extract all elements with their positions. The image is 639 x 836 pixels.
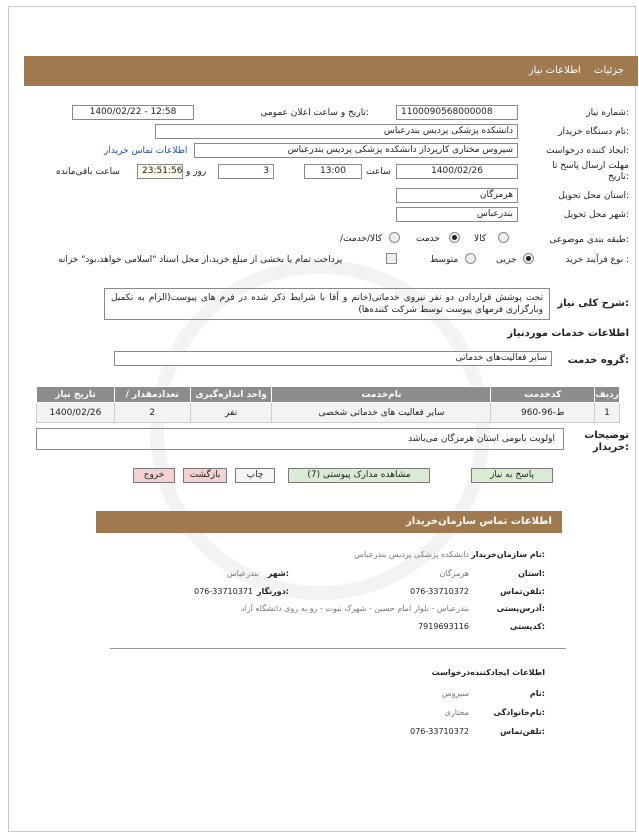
- description-box: تحت پوشش قراردادن دو نفر نیروی خدماتی(خانم و آقا با شرایط ذکر شده در فرم های پیوست(الزام به تکمیل وبارگزاری فرمهای پیوست توسط شرکت کننده‌ها): [104, 288, 550, 320]
- province-label: استان محل تحویل:: [558, 191, 629, 201]
- back-button[interactable]: بازگشت: [183, 468, 227, 483]
- buyer-org-value: دانشکده پزشکی پردیس بندرعباس: [155, 124, 518, 139]
- city-value: بندرعباس: [396, 207, 518, 222]
- service-option-label: خدمت: [416, 234, 440, 244]
- contact-city-value: بندرعباس: [226, 569, 259, 578]
- print-button[interactable]: چاپ: [235, 468, 275, 483]
- col-service-code: کدخدمت: [491, 387, 595, 403]
- time-label: ساعت: [366, 167, 391, 177]
- creator-info-title: اطلاعات ایجادکننده‌درخواست: [431, 668, 545, 677]
- buyer-notes-box: اولویت بابومی استان هرمزگان می‌باشد: [36, 428, 564, 450]
- contact-section-header: [96, 511, 562, 533]
- need-number-value: 1100090568000008: [396, 105, 518, 120]
- creator-name-value: سیروس: [441, 689, 469, 698]
- goods-service-option-label: /کالا/خدمت: [340, 234, 383, 244]
- province-value: هرمزگان: [396, 188, 518, 203]
- goods-option-label: کالا: [474, 234, 487, 244]
- contact-address-value: بندرعباس - بلوار امام حسین - شهرک نبوت - رو به روی دانشگاه آزاد: [241, 604, 469, 613]
- creator-family-label: نام‌خانوادگی:: [493, 708, 545, 717]
- cell-service-code: ط-96-960: [491, 403, 595, 423]
- days-label: روز و: [186, 167, 207, 177]
- payment-note: پرداخت تمام یا بخشی از مبلغ خرید،از محل اسناد "اسلامی خواهد،بود" خزانه: [58, 255, 343, 265]
- service-group-label: گروه خدمت:: [567, 355, 629, 366]
- contact-phone-value: 076-33710372: [410, 587, 469, 596]
- announce-label: تاریخ و ساعت اعلان عمومی:: [260, 108, 369, 118]
- announce-value: 1400/02/22 - 12:58: [72, 105, 194, 120]
- nav-link-details[interactable]: جزئیات: [594, 65, 624, 76]
- medium-radio[interactable]: [465, 253, 476, 264]
- remaining-time: 23:51:56: [137, 164, 183, 179]
- cell-row-number: 1: [595, 403, 620, 423]
- deadline-time: 13:00: [304, 164, 362, 179]
- col-row: ردیف: [595, 387, 620, 403]
- divider: [110, 648, 566, 649]
- treasury-checkbox[interactable]: [386, 253, 397, 264]
- contact-postal-value: 7919693116: [418, 622, 469, 631]
- cell-need-date: 1400/02/26: [37, 403, 115, 423]
- creator-name-label: نام:: [529, 689, 545, 698]
- cell-quantity: 2: [114, 403, 190, 423]
- col-unit: واحد اندازه‌گیری: [190, 387, 272, 403]
- items-table-header: [37, 387, 620, 403]
- col-service-name: نام‌خدمت: [272, 387, 491, 403]
- partial-radio[interactable]: [523, 253, 534, 264]
- buyer-org-label: نام دستگاه خریدار:: [558, 127, 629, 137]
- items-table: [36, 386, 620, 423]
- goods-service-radio[interactable]: [389, 232, 400, 243]
- cell-service-name: سایر فعالیت های خدماتی شخصی: [272, 403, 491, 423]
- creator-phone-label: تلفن‌تماس:: [500, 727, 545, 736]
- contact-city-label: شهر:: [267, 569, 289, 578]
- contact-section-title: اطلاعات تماس سازمان‌خریدار: [405, 516, 552, 527]
- contact-province-value: هرمزگان: [439, 569, 469, 578]
- city-label: شهر محل تحویل:: [563, 210, 629, 220]
- exit-button[interactable]: خروج: [133, 468, 175, 483]
- cell-unit: نفر: [190, 403, 272, 423]
- contact-org-value: دانشکده پزشکی پردیس بندرعباس: [354, 550, 469, 559]
- table-row: [37, 403, 620, 423]
- creator-value: سیروس مختاری کارپرداز دانشکده پزشکی پردیس بندرعباس: [194, 143, 518, 158]
- attachments-button[interactable]: مشاهده مدارک پیوستی (7): [288, 468, 430, 483]
- service-radio[interactable]: [449, 232, 460, 243]
- partial-option-label: جزیی: [496, 255, 517, 265]
- category-label: طبقه بندی موضوعی:: [549, 235, 629, 245]
- remaining-label: ساعت باقی‌مانده: [56, 167, 120, 177]
- description-label: شرح کلی نیاز:: [557, 298, 629, 309]
- buyer-notes-label: توضیحات خریدار:: [584, 430, 629, 453]
- creator-family-value: مختاری: [444, 708, 469, 717]
- contact-fax-label: دورنگار:: [256, 587, 289, 596]
- goods-radio[interactable]: [498, 232, 509, 243]
- contact-address-label: آدرس‌پستی:: [496, 604, 545, 613]
- deadline-date: 1400/02/26: [396, 164, 518, 179]
- col-need-date: تاریخ نیاز: [37, 387, 115, 403]
- creator-phone-value: 076-33710372: [410, 727, 469, 736]
- days-value: 3: [218, 164, 274, 179]
- contact-org-label: نام سازمان‌خریدار:: [471, 550, 545, 559]
- contact-phone-label: تلفن‌تماس:: [500, 587, 545, 596]
- service-group-value: سایر فعالیت‌های خدماتی: [114, 351, 552, 366]
- deadline-label: مهلت ارسال پاسخ تا تاریخ:: [552, 161, 629, 182]
- process-label: نوع فرآیند خرید :: [565, 255, 629, 265]
- reply-button[interactable]: پاسخ به نیاز: [471, 468, 553, 483]
- creator-label: ایجاد کننده درخواست:: [546, 146, 629, 156]
- contact-province-label: استان:: [518, 569, 545, 578]
- services-header: اطلاعات خدمات موردنیاز: [507, 328, 629, 339]
- buyer-contact-link[interactable]: اطلاعات تماس خریدار: [104, 146, 188, 156]
- nav-link-need-info[interactable]: اطلاعات نیاز: [528, 65, 581, 76]
- medium-option-label: متوسط: [430, 255, 459, 265]
- need-number-label: شماره نیاز:: [586, 108, 629, 118]
- contact-fax-value: 076-33710371: [194, 587, 253, 596]
- col-quantity: / تعداد‌مقدار: [114, 387, 190, 403]
- contact-postal-label: کدپستی:: [510, 622, 545, 631]
- top-nav-bar: [24, 56, 638, 86]
